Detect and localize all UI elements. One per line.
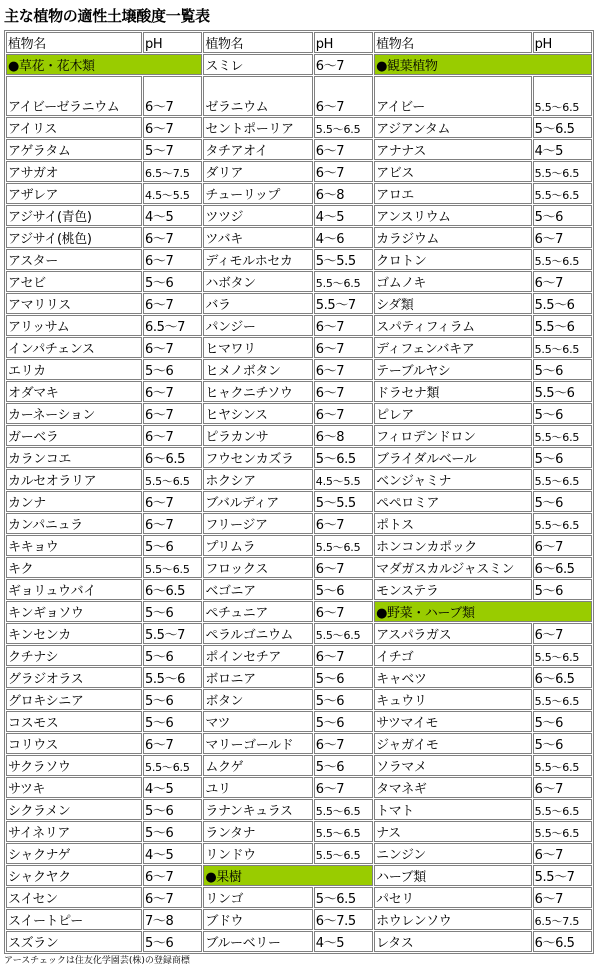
plant-name-cell: フウセンカズラ xyxy=(203,447,312,468)
table-row xyxy=(6,733,592,754)
ph-cell: 5〜5.5 xyxy=(314,249,373,270)
plant-name-cell: ムクゲ xyxy=(203,755,312,776)
ph-cell: 5.5〜6 xyxy=(533,315,592,336)
plant-name-cell: アサガオ xyxy=(6,161,142,182)
plant-name-cell: バラ xyxy=(203,293,312,314)
table-row xyxy=(6,777,592,798)
table-row xyxy=(6,315,592,336)
plant-name-cell: ペペロミア xyxy=(374,491,532,512)
table-row xyxy=(6,579,592,600)
ph-cell: 6〜6.5 xyxy=(533,557,592,578)
table-row xyxy=(6,491,592,512)
ph-cell: 6〜7 xyxy=(143,491,202,512)
plant-name-cell: ピラカンサ xyxy=(203,425,312,446)
table-row xyxy=(6,909,592,930)
plant-name-cell: ヒマワリ xyxy=(203,337,312,358)
table-row xyxy=(6,711,592,732)
ph-cell: 5〜7 xyxy=(143,139,202,160)
plant-name-cell: タチアオイ xyxy=(203,139,312,160)
ph-cell: 4〜5 xyxy=(314,931,373,952)
ph-cell: 5〜6 xyxy=(143,271,202,292)
header-ph: pH xyxy=(143,32,202,53)
ph-cell: 4〜6 xyxy=(314,227,373,248)
table-row xyxy=(6,645,592,666)
ph-cell: 4〜5 xyxy=(143,777,202,798)
plant-name-cell: ゼラニウム xyxy=(203,76,312,116)
ph-cell: 5.5〜6.5 xyxy=(533,645,592,666)
ph-cell: 6〜8 xyxy=(314,425,373,446)
ph-cell: 5〜6 xyxy=(143,711,202,732)
ph-cell: 6〜7 xyxy=(314,337,373,358)
section-header: ●果樹 xyxy=(203,865,373,886)
table-row xyxy=(6,535,592,556)
ph-cell: 5.5〜6.5 xyxy=(143,755,202,776)
plant-name-cell: カラジウム xyxy=(374,227,532,248)
ph-cell: 6〜7 xyxy=(143,733,202,754)
ph-cell: 5.5〜6.5 xyxy=(533,755,592,776)
plant-name-cell: アリッサム xyxy=(6,315,142,336)
ph-cell: 6〜7 xyxy=(533,843,592,864)
ph-cell: 6〜7 xyxy=(314,733,373,754)
ph-cell: 6.5〜7.5 xyxy=(533,909,592,930)
ph-cell: 6〜6.5 xyxy=(533,667,592,688)
header-plant-name: 植物名 xyxy=(203,32,312,53)
table-row xyxy=(6,865,592,886)
header-row xyxy=(6,32,592,53)
ph-cell: 4〜5 xyxy=(533,139,592,160)
plant-name-cell: アジサイ(青色) xyxy=(6,205,142,226)
table-row xyxy=(6,623,592,644)
plant-name-cell: カンパニュラ xyxy=(6,513,142,534)
plant-name-cell: アイビーゼラニウム xyxy=(6,76,142,116)
ph-cell: 5〜6.5 xyxy=(314,887,373,908)
plant-name-cell: アジサイ(桃色) xyxy=(6,227,142,248)
ph-cell: 5〜6 xyxy=(143,799,202,820)
plant-name-cell: キキョウ xyxy=(6,535,142,556)
ph-cell: 5〜6 xyxy=(314,667,373,688)
ph-cell: 5.5〜6.5 xyxy=(533,469,592,490)
ph-cell: 5.5〜6.5 xyxy=(533,425,592,446)
ph-cell: 5.5〜7 xyxy=(143,623,202,644)
plant-name-cell: ボロニア xyxy=(203,667,312,688)
plant-name-cell: モンステラ xyxy=(374,579,532,600)
plant-name-cell: ランタナ xyxy=(203,821,312,842)
ph-cell: 5〜6 xyxy=(143,645,202,666)
plant-name-cell: アスパラガス xyxy=(374,623,532,644)
header-plant-name: 植物名 xyxy=(6,32,142,53)
plant-name-cell: ドラセナ類 xyxy=(374,381,532,402)
ph-cell: 5.5〜6 xyxy=(533,381,592,402)
plant-name-cell: キンギョソウ xyxy=(6,601,142,622)
ph-cell: 5.5〜6.5 xyxy=(533,821,592,842)
ph-cell: 5〜6 xyxy=(143,689,202,710)
ph-cell: 5〜6 xyxy=(314,689,373,710)
ph-cell: 5〜6 xyxy=(314,755,373,776)
ph-cell: 5.5〜6.5 xyxy=(533,249,592,270)
ph-cell: 4〜5 xyxy=(314,205,373,226)
ph-cell: 5〜6 xyxy=(314,711,373,732)
ph-cell: 6〜7 xyxy=(143,117,202,138)
plant-name-cell: サツマイモ xyxy=(374,711,532,732)
header-plant-name: 植物名 xyxy=(374,32,532,53)
ph-cell: 6〜6.5 xyxy=(533,931,592,952)
ph-cell: 5〜5.5 xyxy=(314,491,373,512)
ph-cell: 5〜6 xyxy=(533,447,592,468)
table-row xyxy=(6,799,592,820)
plant-name-cell: ユリ xyxy=(203,777,312,798)
table-row xyxy=(6,513,592,534)
plant-name-cell: スイセン xyxy=(6,887,142,908)
plant-name-cell: オダマキ xyxy=(6,381,142,402)
plant-name-cell: コリウス xyxy=(6,733,142,754)
ph-cell: 6〜7 xyxy=(533,271,592,292)
ph-cell: 5.5〜6.5 xyxy=(533,799,592,820)
table-row xyxy=(6,931,592,952)
table-row xyxy=(6,601,592,622)
table-row xyxy=(6,469,592,490)
ph-cell: 5〜6 xyxy=(533,733,592,754)
plant-name-cell: キャベツ xyxy=(374,667,532,688)
table-row xyxy=(6,425,592,446)
section-header: ●観葉植物 xyxy=(374,54,592,75)
ph-cell: 5〜6 xyxy=(533,359,592,380)
plant-name-cell: キク xyxy=(6,557,142,578)
plant-name-cell: トマト xyxy=(374,799,532,820)
plant-name-cell: アナナス xyxy=(374,139,532,160)
plant-name-cell: グロキシニア xyxy=(6,689,142,710)
plant-name-cell: アビス xyxy=(374,161,532,182)
plant-name-cell: ピレア xyxy=(374,403,532,424)
ph-cell: 6〜7 xyxy=(314,76,373,116)
table-row xyxy=(6,359,592,380)
table-row xyxy=(6,447,592,468)
header-ph: pH xyxy=(533,32,592,53)
ph-cell: 5〜6 xyxy=(533,491,592,512)
plant-name-cell: アセビ xyxy=(6,271,142,292)
ph-cell: 6〜7 xyxy=(314,381,373,402)
plant-name-cell: ガーベラ xyxy=(6,425,142,446)
plant-name-cell: ハボタン xyxy=(203,271,312,292)
ph-cell: 5.5〜6.5 xyxy=(533,76,592,116)
plant-name-cell: ブルーベリー xyxy=(203,931,312,952)
plant-name-cell: カランコエ xyxy=(6,447,142,468)
plant-name-cell: クロトン xyxy=(374,249,532,270)
plant-name-cell: ポトス xyxy=(374,513,532,534)
plant-name-cell: ポインセチア xyxy=(203,645,312,666)
ph-cell: 5.5〜6.5 xyxy=(533,513,592,534)
plant-name-cell: チューリップ xyxy=(203,183,312,204)
plant-name-cell: ホクシア xyxy=(203,469,312,490)
plant-name-cell: アロエ xyxy=(374,183,532,204)
plant-name-cell: ハーブ類 xyxy=(374,865,532,886)
table-row xyxy=(6,403,592,424)
ph-cell: 4.5〜5.5 xyxy=(143,183,202,204)
plant-name-cell: ジャガイモ xyxy=(374,733,532,754)
plant-name-cell: ディモルホセカ xyxy=(203,249,312,270)
table-row xyxy=(6,249,592,270)
ph-cell: 5.5〜6.5 xyxy=(314,271,373,292)
table-row xyxy=(6,183,592,204)
plant-name-cell: スイートピー xyxy=(6,909,142,930)
ph-cell: 5〜6 xyxy=(533,579,592,600)
plant-name-cell: インパチェンス xyxy=(6,337,142,358)
ph-cell: 4〜5 xyxy=(143,205,202,226)
ph-cell: 6〜7 xyxy=(314,359,373,380)
plant-name-cell: テーブルヤシ xyxy=(374,359,532,380)
plant-name-cell: コスモス xyxy=(6,711,142,732)
plant-name-cell: ホンコンカポック xyxy=(374,535,532,556)
table-row xyxy=(6,381,592,402)
plant-name-cell: カーネーション xyxy=(6,403,142,424)
table-row xyxy=(6,843,592,864)
plant-name-cell: アザレア xyxy=(6,183,142,204)
ph-cell: 6〜8 xyxy=(314,183,373,204)
plant-name-cell: アジアンタム xyxy=(374,117,532,138)
table-row xyxy=(6,557,592,578)
plant-name-cell: カンナ xyxy=(6,491,142,512)
plant-name-cell: ギョリュウバイ xyxy=(6,579,142,600)
footer-note: アースチェックは住友化学園芸(株)の登録商標 xyxy=(4,956,190,966)
plant-name-cell: スズラン xyxy=(6,931,142,952)
plant-name-cell: アンスリウム xyxy=(374,205,532,226)
plant-name-cell: スパティフィラム xyxy=(374,315,532,336)
plant-name-cell: ホウレンソウ xyxy=(374,909,532,930)
plant-name-cell: ブバルディア xyxy=(203,491,312,512)
plant-name-cell: アイビー xyxy=(374,76,532,116)
ph-cell: 6〜7 xyxy=(143,293,202,314)
ph-cell: 5.5〜6.5 xyxy=(533,337,592,358)
table-row xyxy=(6,227,592,248)
table-row xyxy=(6,205,592,226)
plant-name-cell: ベゴニア xyxy=(203,579,312,600)
plant-name-cell: ソラマメ xyxy=(374,755,532,776)
plant-name-cell: タマネギ xyxy=(374,777,532,798)
ph-cell: 6〜7 xyxy=(143,76,202,116)
ph-cell: 5.5〜6.5 xyxy=(143,469,202,490)
ph-cell: 5〜6 xyxy=(314,579,373,600)
plant-name-cell: ツツジ xyxy=(203,205,312,226)
plant-name-cell: ブドウ xyxy=(203,909,312,930)
ph-cell: 5〜6 xyxy=(533,205,592,226)
table-row xyxy=(6,689,592,710)
ph-cell: 6〜7 xyxy=(314,54,373,75)
ph-cell: 6〜7 xyxy=(143,887,202,908)
ph-cell: 6〜6.5 xyxy=(143,447,202,468)
ph-cell: 6〜7 xyxy=(143,425,202,446)
plant-name-cell: マリーゴールド xyxy=(203,733,312,754)
ph-cell: 6〜7 xyxy=(314,557,373,578)
plant-name-cell: アゲラタム xyxy=(6,139,142,160)
ph-cell: 6〜7 xyxy=(143,249,202,270)
ph-cell: 6〜7 xyxy=(143,337,202,358)
ph-cell: 6〜7 xyxy=(314,315,373,336)
table-row xyxy=(6,139,592,160)
plant-name-cell: シャクナゲ xyxy=(6,843,142,864)
ph-cell: 6〜7 xyxy=(314,777,373,798)
plant-name-cell: フロックス xyxy=(203,557,312,578)
table-row xyxy=(6,76,592,116)
ph-cell: 6〜7 xyxy=(533,887,592,908)
plant-name-cell: ゴムノキ xyxy=(374,271,532,292)
table-row xyxy=(6,293,592,314)
table-row xyxy=(6,271,592,292)
plant-name-cell: サクラソウ xyxy=(6,755,142,776)
plant-name-cell: サツキ xyxy=(6,777,142,798)
ph-cell: 5.5〜6.5 xyxy=(143,557,202,578)
ph-cell: 5.5〜6.5 xyxy=(314,799,373,820)
plant-name-cell: カルセオラリア xyxy=(6,469,142,490)
ph-cell: 6〜7 xyxy=(533,227,592,248)
plant-name-cell: ペチュニア xyxy=(203,601,312,622)
plant-name-cell: パンジー xyxy=(203,315,312,336)
ph-cell: 5〜6 xyxy=(143,601,202,622)
plant-name-cell: ラナンキュラス xyxy=(203,799,312,820)
ph-cell: 5〜6 xyxy=(143,821,202,842)
soil-acidity-table xyxy=(4,30,594,954)
ph-cell: 5.5〜6.5 xyxy=(314,117,373,138)
ph-cell: 5.5〜6 xyxy=(143,667,202,688)
ph-cell: 5.5〜7 xyxy=(533,865,592,886)
ph-cell: 6〜7 xyxy=(314,601,373,622)
ph-cell: 6.5〜7 xyxy=(143,315,202,336)
table-row xyxy=(6,117,592,138)
ph-cell: 5〜6.5 xyxy=(533,117,592,138)
ph-cell: 6〜7 xyxy=(533,623,592,644)
ph-cell: 5.5〜6.5 xyxy=(533,161,592,182)
header-ph: pH xyxy=(314,32,373,53)
plant-name-cell: フィロデンドロン xyxy=(374,425,532,446)
ph-cell: 5〜6 xyxy=(533,711,592,732)
table-row xyxy=(6,755,592,776)
ph-cell: 6.5〜7.5 xyxy=(143,161,202,182)
plant-name-cell: イチゴ xyxy=(374,645,532,666)
ph-cell: 6〜7 xyxy=(314,403,373,424)
ph-cell: 4〜5 xyxy=(143,843,202,864)
ph-cell: 6〜7 xyxy=(314,161,373,182)
ph-cell: 6〜7 xyxy=(143,513,202,534)
plant-name-cell: シダ類 xyxy=(374,293,532,314)
plant-name-cell: サイネリア xyxy=(6,821,142,842)
table-row xyxy=(6,337,592,358)
ph-cell: 5〜6 xyxy=(143,535,202,556)
ph-cell: 5.5〜6.5 xyxy=(314,535,373,556)
ph-cell: 6〜7 xyxy=(533,535,592,556)
plant-name-cell: ベンジャミナ xyxy=(374,469,532,490)
ph-cell: 6〜7.5 xyxy=(314,909,373,930)
plant-name-cell: ヒメノボタン xyxy=(203,359,312,380)
plant-name-cell: セントポーリア xyxy=(203,117,312,138)
plant-name-cell: エリカ xyxy=(6,359,142,380)
plant-name-cell: ブライダルベール xyxy=(374,447,532,468)
ph-cell: 7〜8 xyxy=(143,909,202,930)
ph-cell: 4.5〜5.5 xyxy=(314,469,373,490)
ph-cell: 5〜6 xyxy=(533,403,592,424)
plant-name-cell: リンドウ xyxy=(203,843,312,864)
plant-name-cell: ヒャクニチソウ xyxy=(203,381,312,402)
ph-cell: 6〜6.5 xyxy=(143,579,202,600)
plant-name-cell: パセリ xyxy=(374,887,532,908)
plant-name-cell: ディフェンバキア xyxy=(374,337,532,358)
ph-cell: 6〜7 xyxy=(314,513,373,534)
table-row xyxy=(6,821,592,842)
table-row xyxy=(6,54,592,75)
plant-name-cell: ペラルゴニウム xyxy=(203,623,312,644)
plant-name-cell: キンセンカ xyxy=(6,623,142,644)
ph-cell: 5〜6 xyxy=(143,931,202,952)
plant-name-cell: フリージア xyxy=(203,513,312,534)
section-header: ●野菜・ハーブ類 xyxy=(374,601,592,622)
plant-name-cell: グラジオラス xyxy=(6,667,142,688)
ph-cell: 6〜7 xyxy=(533,777,592,798)
ph-cell: 6〜7 xyxy=(143,403,202,424)
plant-name-cell: ダリア xyxy=(203,161,312,182)
ph-cell: 5.5〜6.5 xyxy=(314,821,373,842)
ph-cell: 6〜7 xyxy=(314,139,373,160)
ph-cell: 5.5〜6.5 xyxy=(314,843,373,864)
plant-name-cell: シクラメン xyxy=(6,799,142,820)
ph-cell: 5.5〜6 xyxy=(533,293,592,314)
section-header: ●草花・花木類 xyxy=(6,54,202,75)
plant-name-cell: スミレ xyxy=(203,54,312,75)
plant-name-cell: マダガスカルジャスミン xyxy=(374,557,532,578)
table-row xyxy=(6,161,592,182)
plant-name-cell: シャクヤク xyxy=(6,865,142,886)
plant-name-cell: ナス xyxy=(374,821,532,842)
ph-cell: 5.5〜6.5 xyxy=(533,183,592,204)
ph-cell: 6〜7 xyxy=(143,227,202,248)
plant-name-cell: マツ xyxy=(203,711,312,732)
plant-name-cell: ニンジン xyxy=(374,843,532,864)
plant-name-cell: アスター xyxy=(6,249,142,270)
plant-name-cell: レタス xyxy=(374,931,532,952)
ph-cell: 5.5〜7 xyxy=(314,293,373,314)
table-row xyxy=(6,667,592,688)
page-title: 主な植物の適性土壌酸度一覧表 xyxy=(4,7,210,25)
plant-name-cell: ボタン xyxy=(203,689,312,710)
plant-name-cell: ツバキ xyxy=(203,227,312,248)
plant-name-cell: プリムラ xyxy=(203,535,312,556)
ph-cell: 6〜7 xyxy=(314,645,373,666)
plant-name-cell: ヒヤシンス xyxy=(203,403,312,424)
ph-cell: 5.5〜6.5 xyxy=(314,623,373,644)
table-row xyxy=(6,887,592,908)
plant-name-cell: アイリス xyxy=(6,117,142,138)
ph-cell: 6〜7 xyxy=(143,381,202,402)
plant-name-cell: アマリリス xyxy=(6,293,142,314)
plant-name-cell: キュウリ xyxy=(374,689,532,710)
ph-cell: 5〜6 xyxy=(143,359,202,380)
plant-name-cell: クチナシ xyxy=(6,645,142,666)
ph-cell: 5.5〜6.5 xyxy=(533,689,592,710)
ph-cell: 6〜7 xyxy=(143,865,202,886)
ph-cell: 5〜6.5 xyxy=(314,447,373,468)
table-body xyxy=(6,32,592,952)
plant-name-cell: リンゴ xyxy=(203,887,312,908)
